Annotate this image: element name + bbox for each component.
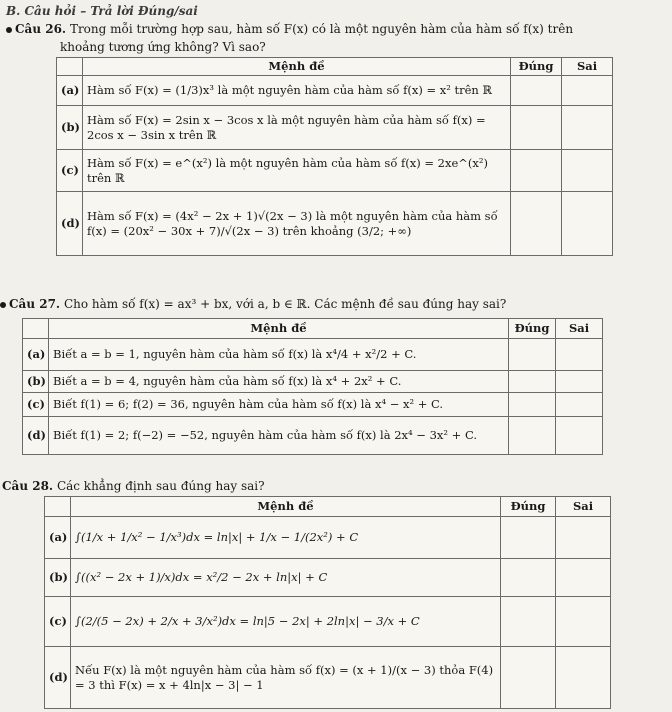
table-row xyxy=(57,150,613,192)
q28-header-sai: Sai xyxy=(556,497,611,517)
dung-cell[interactable] xyxy=(511,192,562,256)
table-row xyxy=(57,192,613,256)
dung-cell[interactable] xyxy=(511,106,562,150)
q26-intro-text: Trong mỗi trường hợp sau, hàm số F(x) có là một nguyên hàm của hàm số f(x) trên xyxy=(69,22,574,36)
sai-cell[interactable] xyxy=(562,106,613,150)
sai-cell[interactable] xyxy=(556,371,603,393)
q27-label: Câu 27. xyxy=(9,297,61,311)
row-label: (a) xyxy=(45,517,71,559)
row-label: (a) xyxy=(23,339,49,371)
row-label: (c) xyxy=(23,393,49,417)
row-label: (b) xyxy=(23,371,49,393)
q28-intro-text: Các khẳng định sau đúng hay sai? xyxy=(56,479,265,493)
dung-cell[interactable] xyxy=(501,647,556,709)
bullet-icon xyxy=(6,27,12,33)
q28-table xyxy=(44,496,611,709)
q27-intro-text: Cho hàm số f(x) = ax³ + bx, với a, b ∈ ℝ. Các mệnh đề sau đúng hay sai? xyxy=(63,297,507,311)
q28-header-dung: Đúng xyxy=(501,497,556,517)
sai-cell[interactable] xyxy=(562,150,613,192)
row-statement: ∫(2/(5 − 2x) + 2/x + 3/x²)dx = ln|5 − 2x| + 2ln|x| − 3/x + C xyxy=(71,597,501,647)
row-statement: Hàm số F(x) = 2sin x − 3cos x là một nguyên hàm của hàm số f(x) = 2cos x − 3sin x trên ℝ xyxy=(83,106,511,150)
dung-cell[interactable] xyxy=(501,559,556,597)
sai-cell[interactable] xyxy=(556,517,611,559)
q26-intro2: khoảng tương ứng không? Vì sao? xyxy=(60,40,266,54)
dung-cell[interactable] xyxy=(509,371,556,393)
dung-cell[interactable] xyxy=(509,393,556,417)
q26-header-dung: Đúng xyxy=(511,58,562,76)
row-statement: ∫(1/x + 1/x² − 1/x³)dx = ln|x| + 1/x − 1/(2x²) + C xyxy=(71,517,501,559)
q26-table xyxy=(56,57,613,256)
q28-intro xyxy=(2,479,265,494)
row-label: (c) xyxy=(45,597,71,647)
dung-cell[interactable] xyxy=(509,417,556,455)
table-row xyxy=(45,647,611,709)
table-row xyxy=(45,597,611,647)
q26-header-sai: Sai xyxy=(562,58,613,76)
table-row xyxy=(57,76,613,106)
dung-cell[interactable] xyxy=(511,76,562,106)
sai-cell[interactable] xyxy=(556,339,603,371)
dung-cell[interactable] xyxy=(511,150,562,192)
table-row xyxy=(45,559,611,597)
row-label: (d) xyxy=(57,192,83,256)
row-label: (b) xyxy=(57,106,83,150)
q27-header-sai: Sai xyxy=(556,319,603,339)
q26-intro xyxy=(6,22,573,37)
table-row xyxy=(23,339,603,371)
sai-cell[interactable] xyxy=(556,417,603,455)
sai-cell[interactable] xyxy=(556,647,611,709)
row-label: (d) xyxy=(45,647,71,709)
dung-cell[interactable] xyxy=(501,597,556,647)
row-statement: Biết a = b = 1, nguyên hàm của hàm số f(x) là x⁴/4 + x²/2 + C. xyxy=(49,339,509,371)
row-statement: Biết f(1) = 6; f(2) = 36, nguyên hàm của hàm số f(x) là x⁴ − x² + C. xyxy=(49,393,509,417)
q26-header-menhde: Mệnh đề xyxy=(83,58,511,76)
q27-header-dung: Đúng xyxy=(509,319,556,339)
q27-header-menhde: Mệnh đề xyxy=(49,319,509,339)
q28-label: Câu 28. xyxy=(2,479,54,493)
row-label: (d) xyxy=(23,417,49,455)
q26-label: Câu 26. xyxy=(15,22,67,36)
q27-intro xyxy=(0,297,506,312)
row-statement: Hàm số F(x) = e^(x²) là một nguyên hàm của hàm số f(x) = 2xe^(x²) trên ℝ xyxy=(83,150,511,192)
sai-cell[interactable] xyxy=(562,76,613,106)
row-label: (a) xyxy=(57,76,83,106)
q28-header-menhde: Mệnh đề xyxy=(71,497,501,517)
row-statement: Hàm số F(x) = (1/3)x³ là một nguyên hàm của hàm số f(x) = x² trên ℝ xyxy=(83,76,511,106)
dung-cell[interactable] xyxy=(509,339,556,371)
sai-cell[interactable] xyxy=(556,597,611,647)
row-statement: Nếu F(x) là một nguyên hàm của hàm số f(x) = (x + 1)/(x − 3) thỏa F(4) = 3 thì F(x) = x + 4ln|x − 3| − 1 xyxy=(71,647,501,709)
row-statement: Hàm số F(x) = (4x² − 2x + 1)√(2x − 3) là một nguyên hàm của hàm số f(x) = (20x² − 30x + 7)/√(2x − 3) trên khoảng (3/2; +∞) xyxy=(83,192,511,256)
sai-cell[interactable] xyxy=(556,393,603,417)
q27-table xyxy=(22,318,603,455)
section-title: B. Câu hỏi – Trả lời Đúng/sai xyxy=(6,4,198,18)
table-row xyxy=(57,106,613,150)
sai-cell[interactable] xyxy=(556,559,611,597)
table-row xyxy=(45,517,611,559)
bullet-icon xyxy=(0,302,6,308)
table-row xyxy=(23,417,603,455)
row-statement: Biết a = b = 4, nguyên hàm của hàm số f(x) là x⁴ + 2x² + C. xyxy=(49,371,509,393)
sai-cell[interactable] xyxy=(562,192,613,256)
table-row xyxy=(23,393,603,417)
row-statement: ∫((x² − 2x + 1)/x)dx = x²/2 − 2x + ln|x| + C xyxy=(71,559,501,597)
table-row xyxy=(23,371,603,393)
dung-cell[interactable] xyxy=(501,517,556,559)
row-label: (c) xyxy=(57,150,83,192)
row-statement: Biết f(1) = 2; f(−2) = −52, nguyên hàm của hàm số f(x) là 2x⁴ − 3x² + C. xyxy=(49,417,509,455)
row-label: (b) xyxy=(45,559,71,597)
